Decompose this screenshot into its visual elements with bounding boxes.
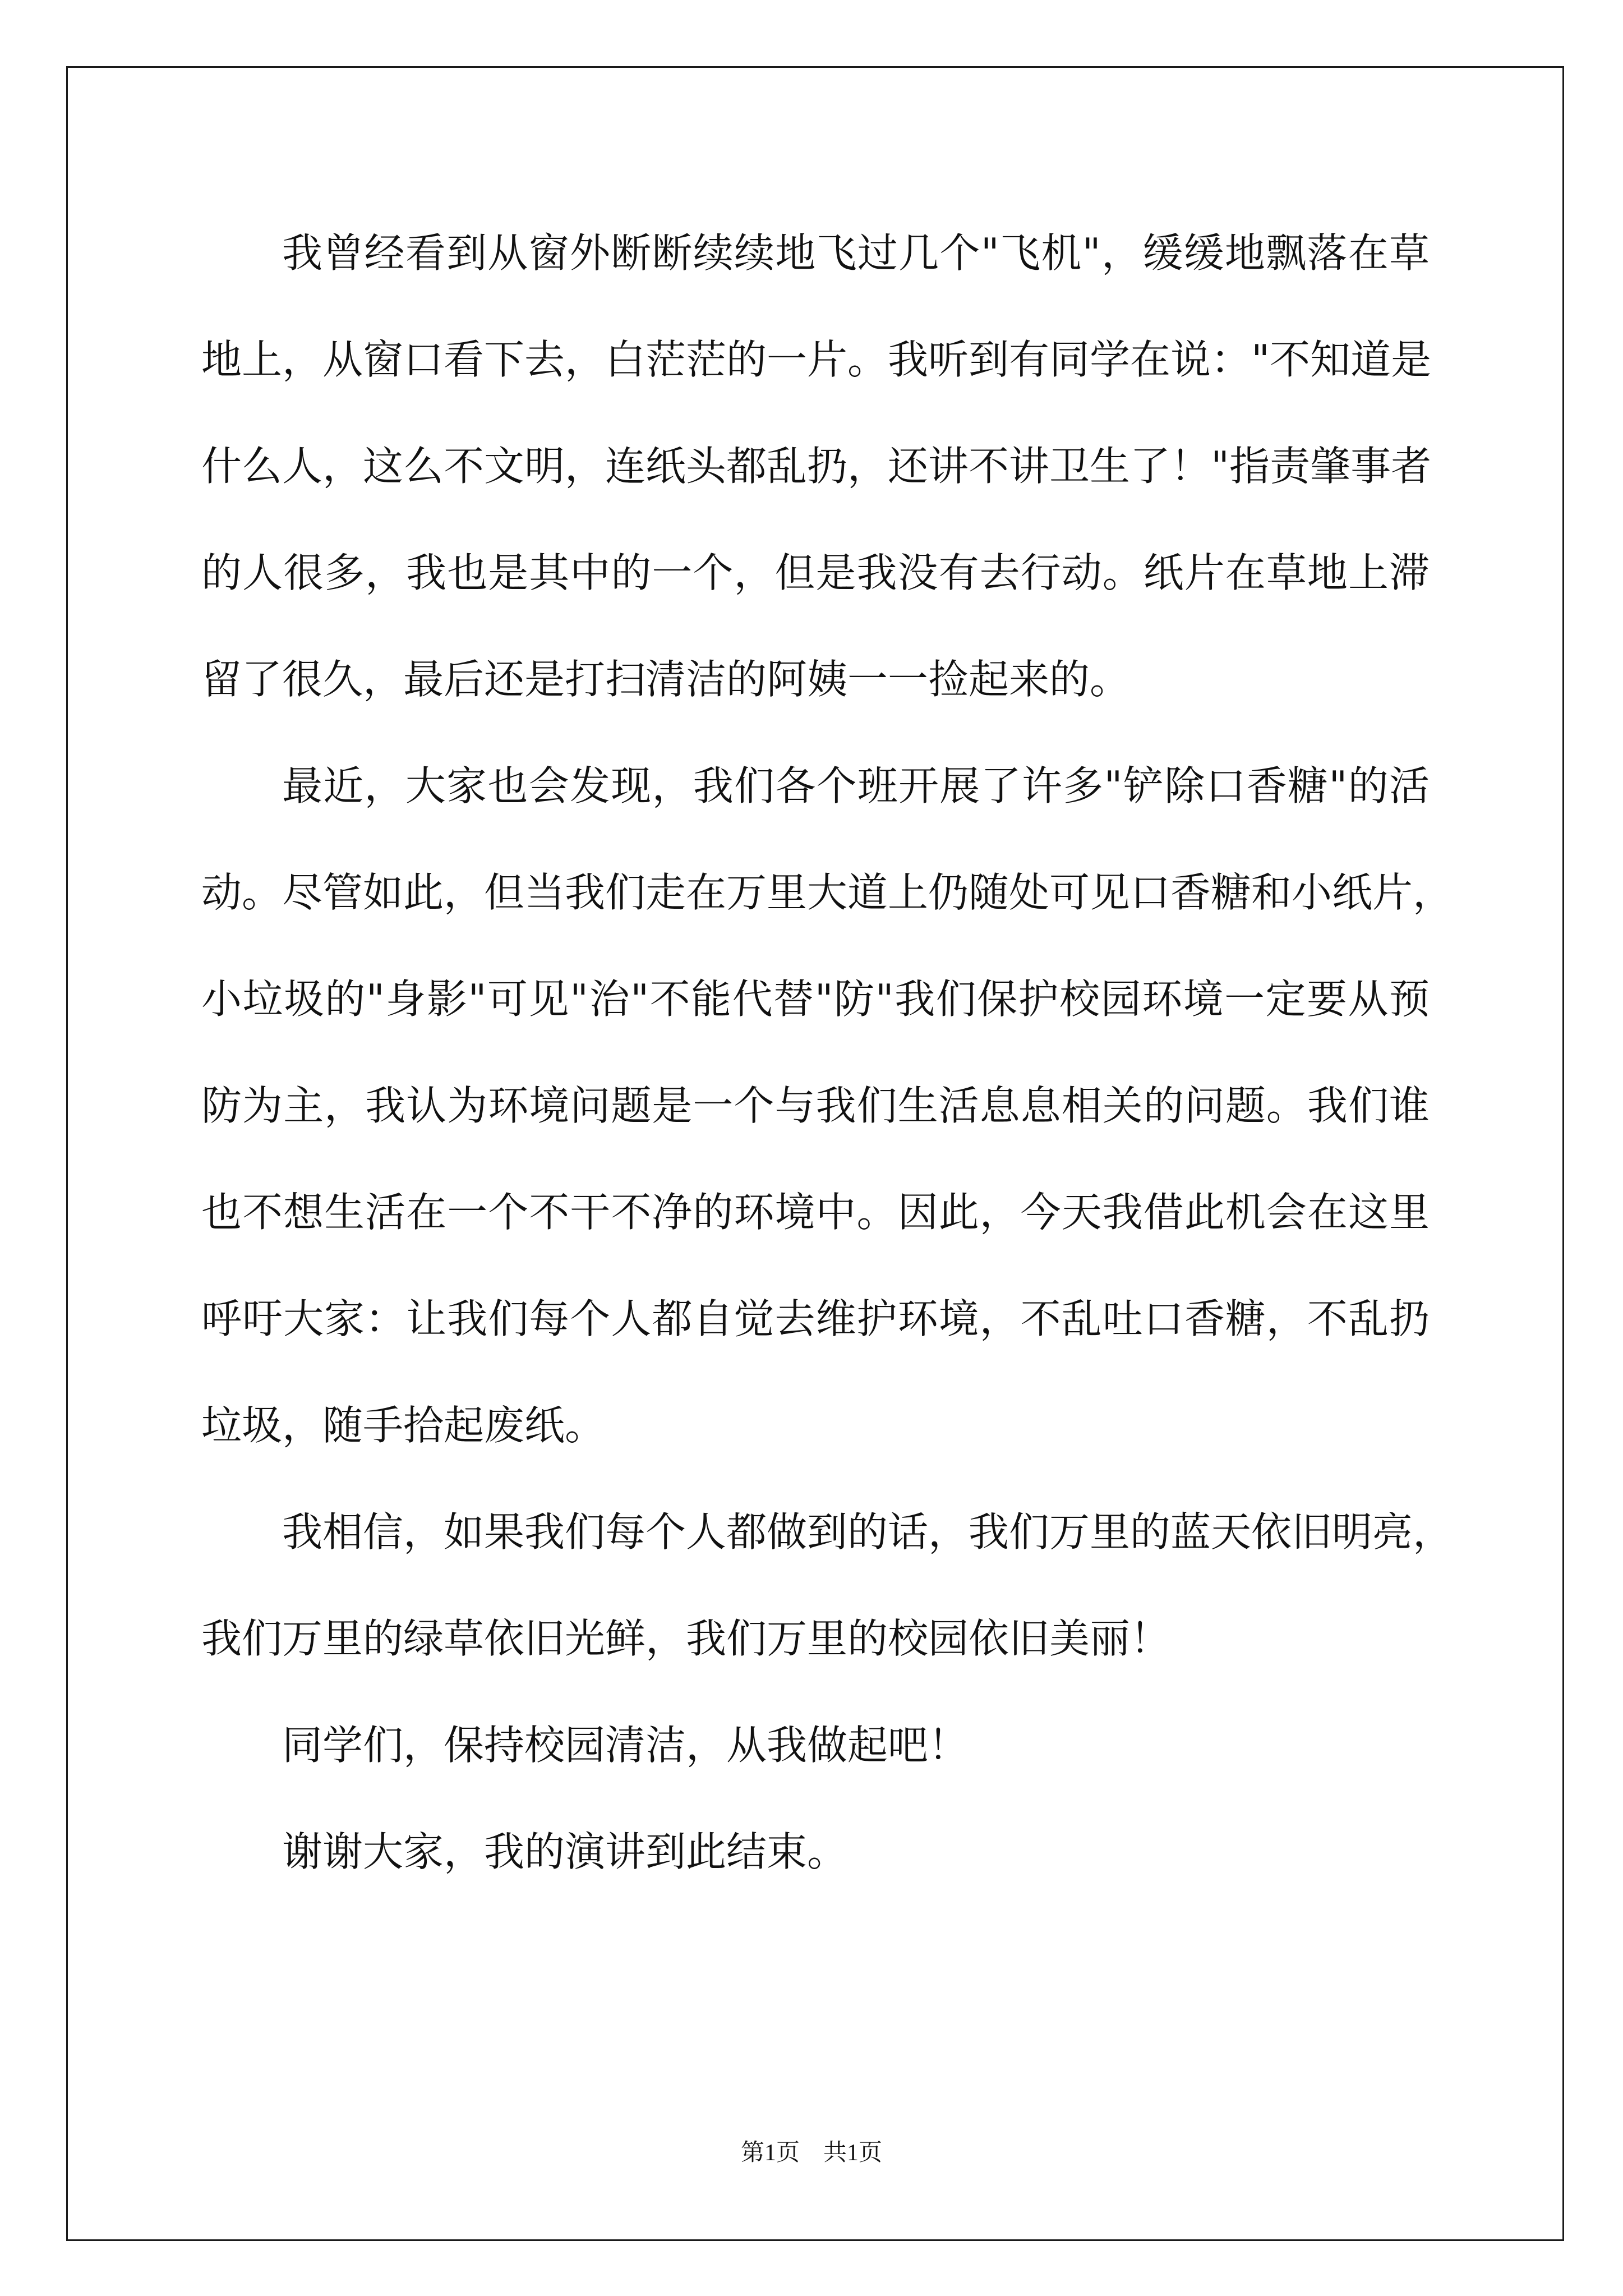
text-line: 什么人，这么不文明，连纸头都乱扔，还讲不讲卫生了！"指责肇事者	[201, 443, 1432, 490]
text-line: 地上，从窗口看下去，白茫茫的一片。我听到有同学在说："不知道是	[201, 336, 1432, 383]
text-line: 的人很多，我也是其中的一个，但是我没有去行动。纸片在草地上滞	[201, 549, 1430, 596]
paragraph	[201, 1798, 1430, 1905]
document-body	[201, 200, 1454, 1905]
paragraph	[201, 1479, 1454, 1692]
text-line: 小垃圾的"身影"可见"治"不能代替"防"我们保护校园环境一定要从预	[201, 976, 1430, 1023]
text-line: 呼吁大家：让我们每个人都自觉去维护环境，不乱吐口香糖，不乱扔	[201, 1295, 1430, 1342]
text-line: 我相信，如果我们每个人都做到的话，我们万里的蓝天依旧明亮，	[282, 1508, 1454, 1556]
text-line: 最近，大家也会发现，我们各个班开展了许多"铲除口香糖"的活	[282, 762, 1430, 809]
text-line: 同学们，保持校园清洁，从我做起吧！	[282, 1722, 969, 1769]
text-line: 也不想生活在一个不干不净的环境中。因此，今天我借此机会在这里	[201, 1189, 1430, 1236]
paragraph	[201, 733, 1454, 1479]
text-line: 动。尽管如此，但当我们走在万里大道上仍随处可见口香糖和小纸片，	[201, 869, 1454, 916]
text-line: 垃圾，随手拾起废纸。	[201, 1402, 606, 1449]
text-line: 防为主，我认为环境问题是一个与我们生活息息相关的问题。我们谁	[201, 1082, 1430, 1129]
text-line: 留了很久，最后还是打扫清洁的阿姨一一捡起来的。	[201, 656, 1131, 703]
paragraph	[201, 200, 1430, 733]
text-line: 我们万里的绿草依旧光鲜，我们万里的校园依旧美丽！	[201, 1615, 1171, 1662]
text-line: 我曾经看到从窗外断断续续地飞过几个"飞机"，缓缓地飘落在草	[282, 229, 1430, 277]
paragraph	[201, 1692, 1430, 1798]
text-line: 谢谢大家，我的演讲到此结束。	[282, 1828, 848, 1875]
page-number-footer: 第1页 共1页	[740, 2140, 882, 2166]
